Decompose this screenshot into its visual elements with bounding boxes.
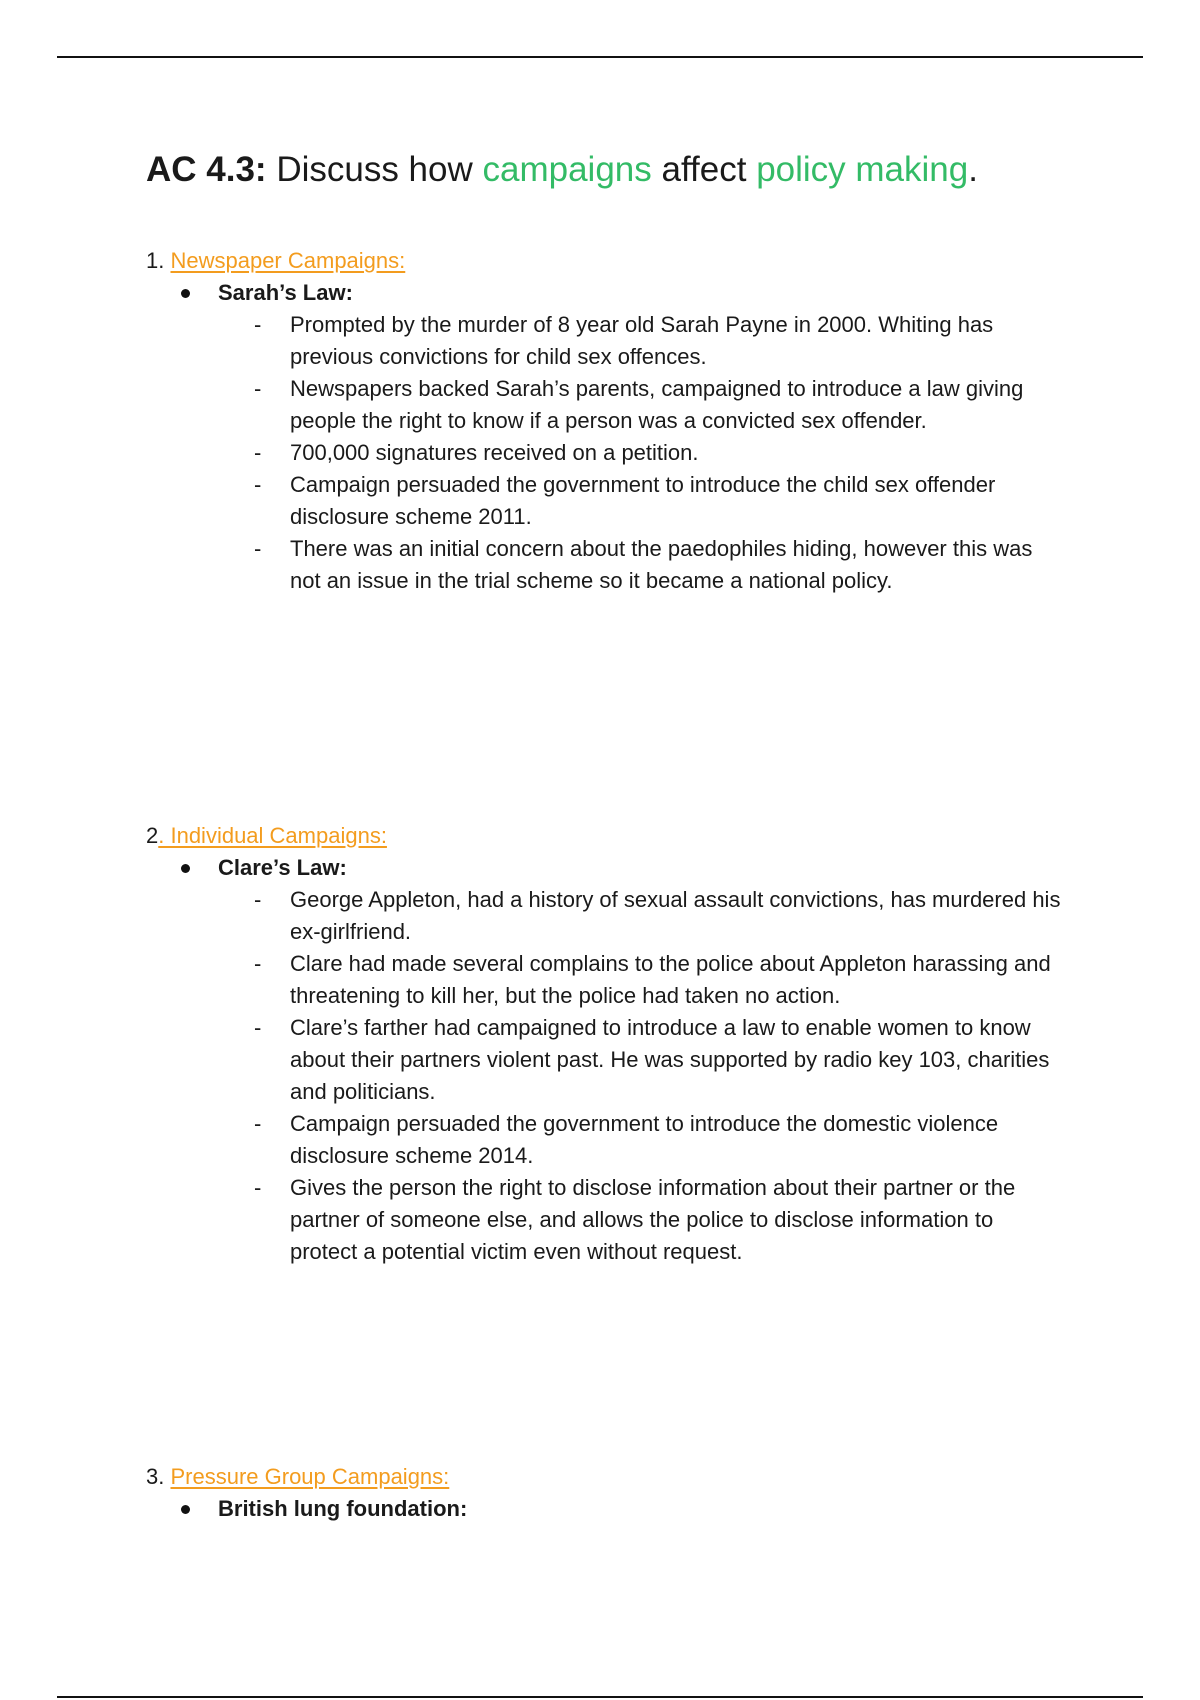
section-pressure-group-campaigns [146,1461,1066,1525]
bullet-label: Sarah’s Law: [218,280,353,305]
list-item [254,884,1066,948]
section-heading [146,245,1066,277]
list-item-text: Clare’s farther had campaigned to introduce a law to enable women to know about their partners violent past. He was supported by radio key 103, charities and politicians. [290,1015,1050,1104]
dash-marker: - [254,951,262,976]
section-heading [146,820,1066,852]
list-item [254,309,1066,373]
bullet-heading [146,277,1066,309]
dash-marker: - [254,1015,262,1040]
section-number: 2 [146,823,159,848]
list-item-text: Prompted by the murder of 8 year old Sarah Payne in 2000. Whiting has previous convictions for child sex offences. [290,312,994,369]
section-individual-campaigns [146,820,1066,1268]
list-item [254,1012,1066,1108]
title-keyword-policy-making: policy making [756,150,969,189]
list-item-text: There was an initial concern about the paedophiles hiding, however this was not an issue in the trial scheme so it became a national policy. [290,536,1033,593]
section-heading-link[interactable]: . Individual Campaigns: [158,823,387,848]
dash-list [146,884,1066,1268]
dash-marker: - [254,536,262,561]
dash-marker: - [254,1111,262,1136]
list-item [254,373,1066,437]
section-heading [146,1461,1066,1493]
bullet-dot-icon [181,864,190,873]
section-newspaper-campaigns [146,245,1066,597]
dash-marker: - [254,887,262,912]
dash-list [146,309,1066,597]
bullet-dot-icon [181,1505,190,1514]
list-item [254,533,1066,597]
dash-marker: - [254,376,262,401]
title-text-2: affect [651,150,757,189]
title-text-3: . [968,150,978,189]
bullet-label: Clare’s Law: [218,855,347,880]
title-prefix: AC 4.3: [146,150,267,189]
dash-marker: - [254,1175,262,1200]
dash-marker: - [254,312,262,337]
title-keyword-campaigns: campaigns [482,150,652,189]
list-item-text: Clare had made several complains to the police about Appleton harassing and threatening to kill her, but the police had taken no action. [290,951,1051,1008]
bottom-rule [57,1696,1143,1698]
list-item-text: Gives the person the right to disclose information about their partner or the partner of someone else, and allows the police to disclose information to protect a potential victim even without request. [290,1175,1016,1264]
section-number: 1. [146,248,165,273]
section-number: 3. [146,1464,165,1489]
list-item-text: Campaign persuaded the government to introduce the domestic violence disclosure scheme 2014. [290,1111,999,1168]
dash-marker: - [254,472,262,497]
bullet-dot-icon [181,289,190,298]
section-heading-link[interactable]: Newspaper Campaigns: [170,248,406,273]
list-item [254,469,1066,533]
section-heading-link[interactable]: Pressure Group Campaigns: [170,1464,450,1489]
list-item-text: George Appleton, had a history of sexual assault convictions, has murdered his ex-girlfriend. [290,887,1061,944]
list-item-text: Newspapers backed Sarah’s parents, campaigned to introduce a law giving people the right to know if a person was a convicted sex offender. [290,376,1024,433]
dash-marker: - [254,440,262,465]
list-item-text: 700,000 signatures received on a petition. [290,440,699,465]
title-text-1: Discuss how [266,150,483,189]
bullet-label: British lung foundation: [218,1496,468,1521]
bullet-heading [146,852,1066,884]
list-item-text: Campaign persuaded the government to introduce the child sex offender disclosure scheme 2011. [290,472,996,529]
top-rule [57,56,1143,58]
list-item [254,1172,1066,1268]
page-title [146,146,978,194]
bullet-heading [146,1493,1066,1525]
list-item [254,1108,1066,1172]
list-item [254,437,1066,469]
list-item [254,948,1066,1012]
